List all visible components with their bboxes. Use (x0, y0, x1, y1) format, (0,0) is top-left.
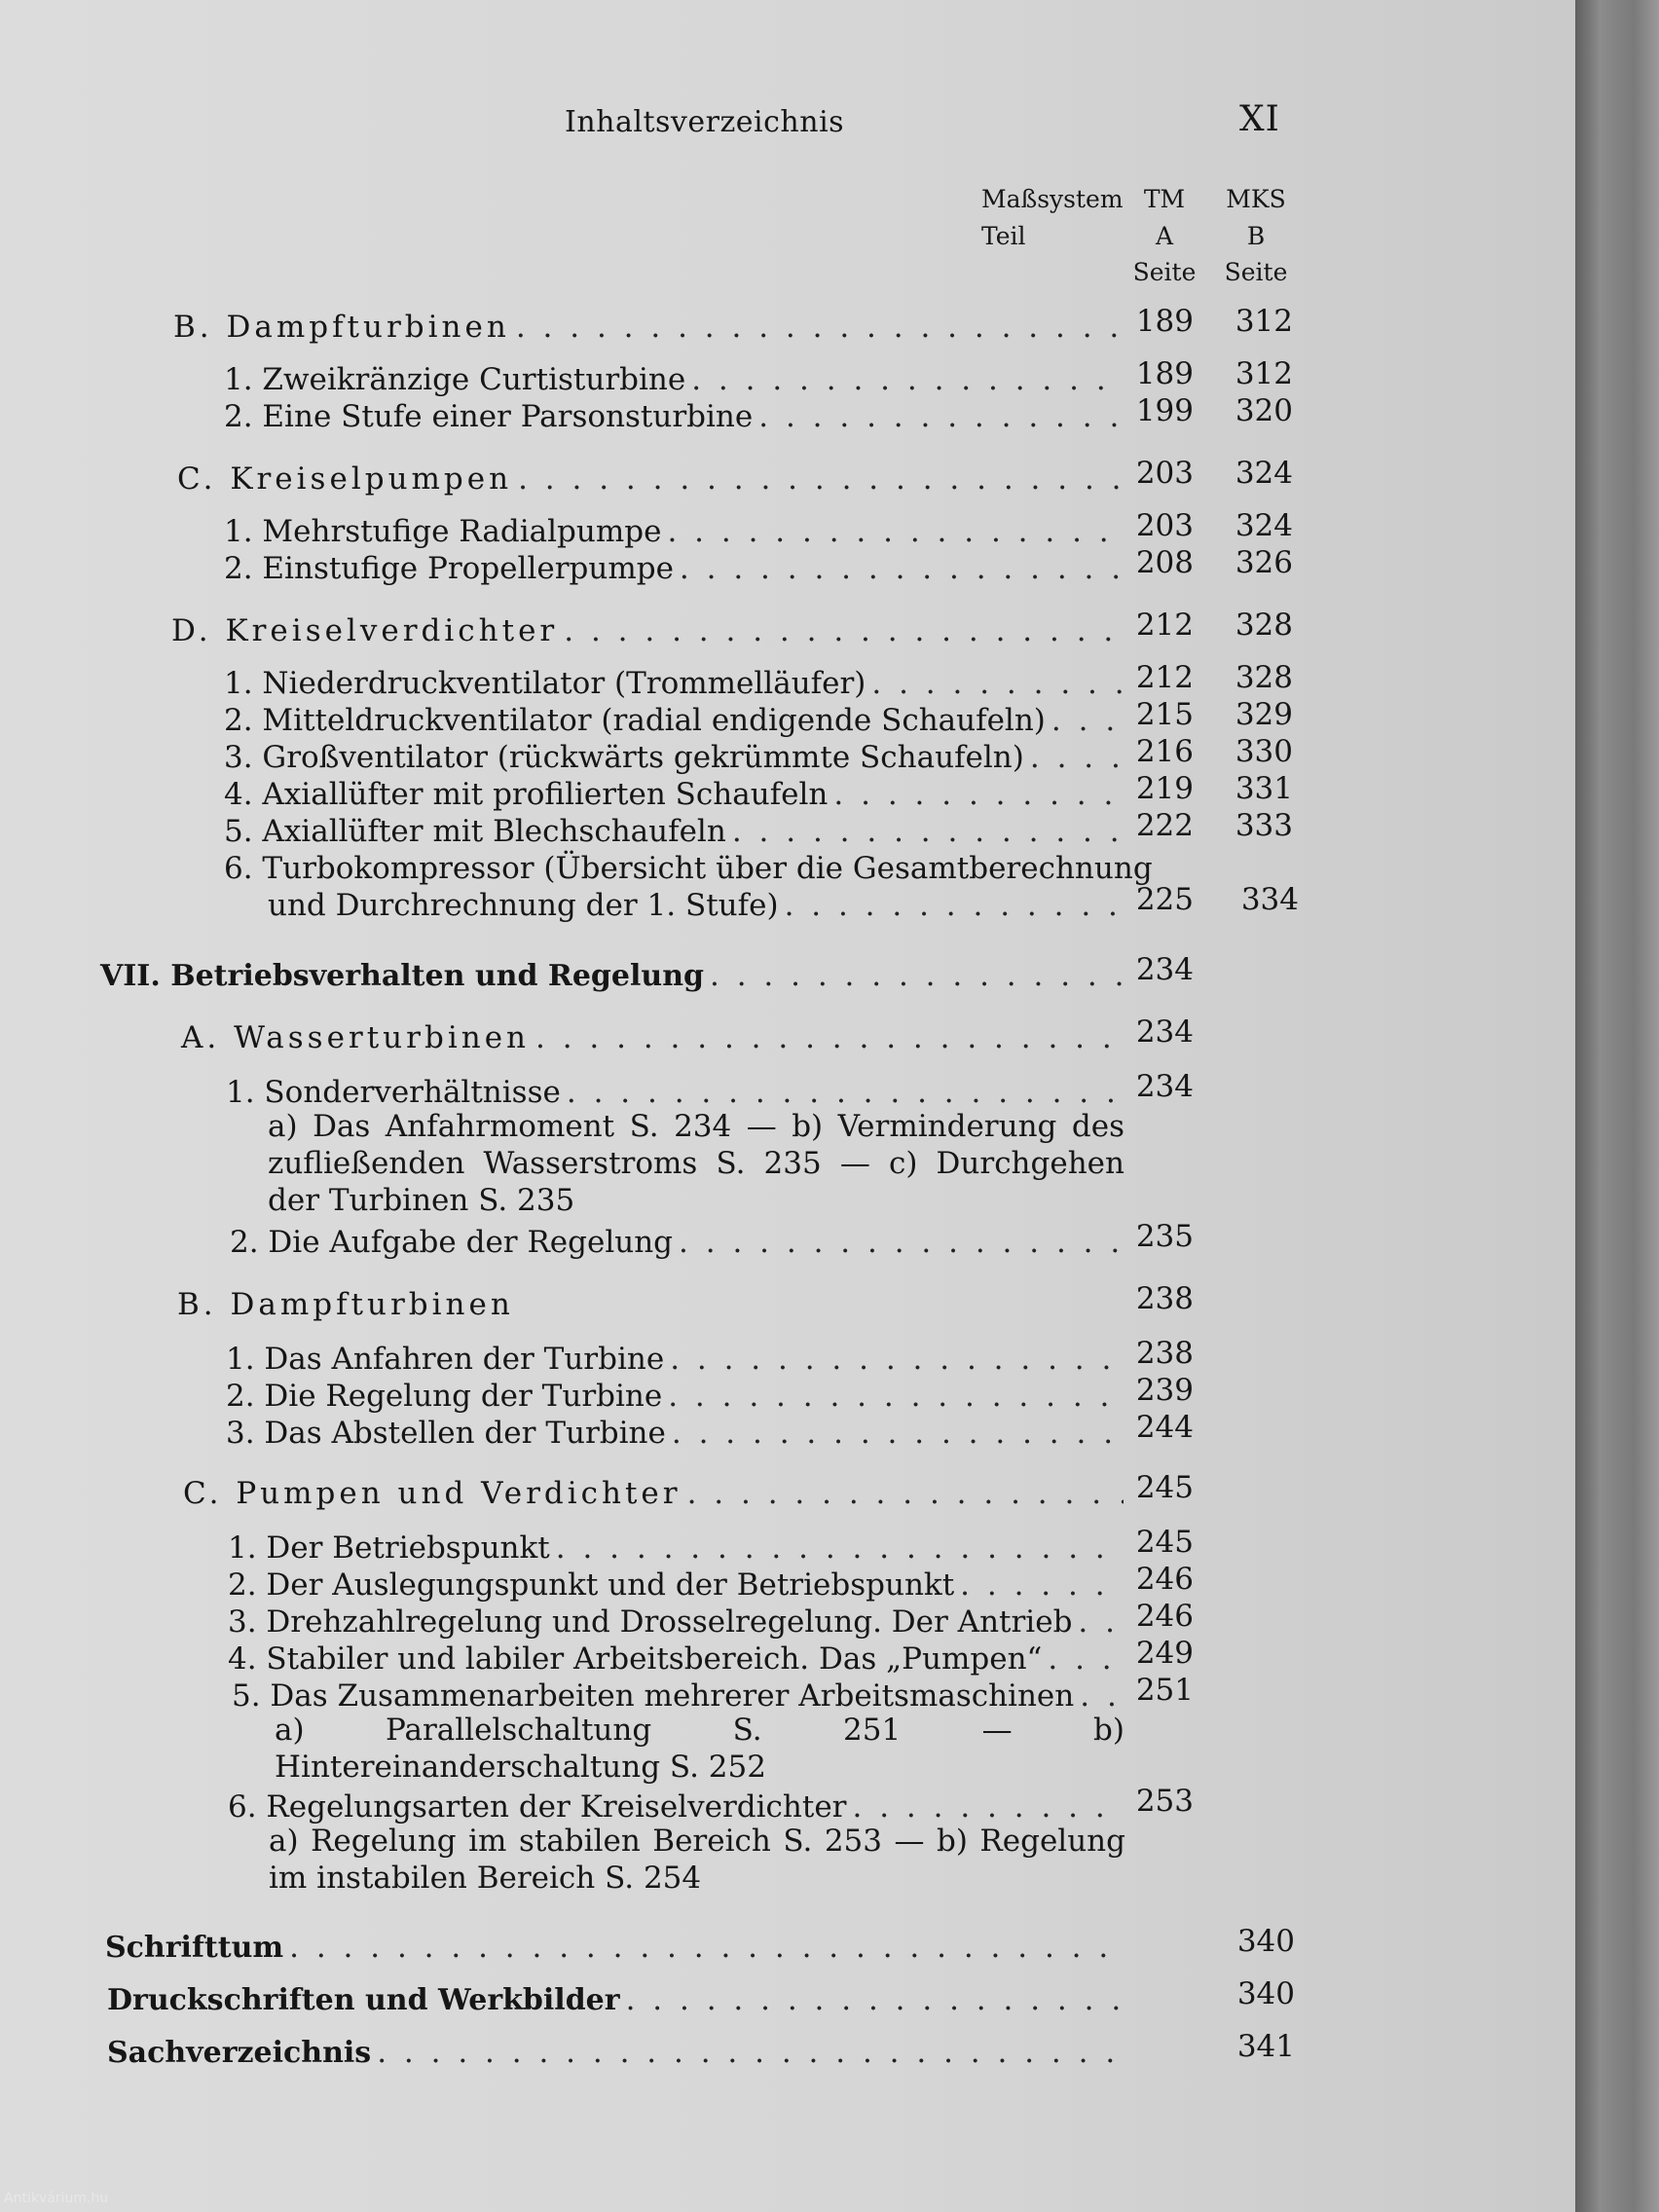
toc-entry: 1. Niederdruckventilator (Trommelläufer) . . . (224, 666, 1129, 703)
toc-entry: 1. Sonderverhältnisse . . . (226, 1075, 1129, 1112)
toc-entry: 3. Das Abstellen der Turbine . . . (226, 1416, 1129, 1453)
page-b: 328 (1235, 660, 1293, 695)
column-b-system: MKS (1226, 185, 1286, 213)
toc-entry: 6. Regelungsarten der Kreiselverdichter . . . (228, 1789, 1129, 1826)
toc-section: B. Dampfturbinen (177, 1287, 514, 1322)
page-a: 244 (1135, 1410, 1194, 1445)
page-a: 234 (1135, 1014, 1194, 1050)
page-b: 324 (1235, 508, 1293, 543)
page-a: 199 (1135, 393, 1194, 428)
page-b: 340 (1236, 1976, 1295, 2011)
page-b: 312 (1235, 304, 1293, 339)
page-a: 245 (1135, 1470, 1194, 1505)
page-a: 219 (1135, 771, 1194, 806)
page-a: 189 (1135, 304, 1194, 339)
toc-entry: 2. Der Auslegungspunkt und der Betriebspunkt . . . (228, 1567, 1129, 1604)
toc-entry: 3. Drehzahlregelung und Drosselregelung. Der Antrieb . . . (228, 1604, 1129, 1641)
page-b: 324 (1235, 456, 1293, 491)
page-a: 189 (1135, 356, 1194, 391)
toc-section: A. Wasserturbinen . . . (181, 1020, 1129, 1057)
column-b-page: Seite (1224, 258, 1288, 286)
toc-section: C. Pumpen und Verdichter . . . (183, 1476, 1129, 1513)
toc-section: D. Kreiselverdichter . . . (171, 613, 1129, 650)
page-b: 341 (1236, 2029, 1295, 2064)
page-b: 340 (1236, 1924, 1295, 1959)
toc-entry: 1. Mehrstufige Radialpumpe . . . (224, 514, 1129, 551)
toc-entry: 3. Großventilator (rückwärts gekrümmte Schaufeln) . . . (224, 740, 1129, 777)
toc-entry: 2. Die Regelung der Turbine . . . (226, 1379, 1129, 1416)
page-a: 234 (1135, 952, 1194, 987)
page-a: 234 (1135, 1069, 1194, 1104)
column-a-page: Seite (1132, 258, 1197, 286)
toc-section: B. Dampfturbinen . . . (173, 310, 1129, 347)
column-b-part: B (1246, 222, 1266, 250)
page-a: 239 (1135, 1373, 1194, 1408)
toc-entry: 4. Stabiler und labiler Arbeitsbereich. Das „Pumpen“ . . . (228, 1641, 1129, 1678)
column-header-system: Maßsystem (981, 185, 1124, 213)
page-b: 330 (1235, 734, 1293, 769)
toc-section: C. Kreiselpumpen . . . (177, 461, 1129, 498)
toc-backmatter: Schrifttum . . . (105, 1930, 1129, 1967)
page-a: 246 (1135, 1562, 1194, 1597)
toc-entry: 5. Axiallüfter mit Blechschaufeln . . . (224, 814, 1129, 851)
toc-entry: 4. Axiallüfter mit profilierten Schaufeln . . . (224, 777, 1129, 814)
page-b: 333 (1235, 808, 1293, 843)
toc-entry: 2. Einstufige Propellerpumpe . . . (224, 551, 1129, 588)
page-b: 320 (1235, 393, 1293, 428)
page-a: 216 (1135, 734, 1194, 769)
page-b: 328 (1235, 608, 1293, 643)
page-a: 212 (1135, 608, 1194, 643)
page-a: 212 (1135, 660, 1194, 695)
toc-backmatter: Druckschriften und Werkbilder . . . (107, 1982, 1129, 2019)
running-header: Inhaltsverzeichnis (565, 105, 845, 139)
toc-subnote: a) Das Anfahrmoment S. 234 — b) Verminderung des zufließenden Wasserstroms S. 235 — c) Durchgehen der Turbinen S. 235 (268, 1109, 1124, 1218)
page-a: 222 (1135, 808, 1194, 843)
page-a: 208 (1135, 545, 1194, 580)
page-b: 326 (1235, 545, 1293, 580)
page-a: 245 (1135, 1525, 1194, 1560)
watermark: Antikvárium.hu (4, 2191, 109, 2206)
page-b: 334 (1240, 882, 1299, 917)
toc-entry: 6. Turbokompressor (Übersicht über die Gesamtberechnung (224, 851, 1153, 886)
toc-chapter: VII. Betriebsverhalten und Regelung . . . (100, 958, 1129, 995)
toc-backmatter: Sachverzeichnis . . . (107, 2035, 1129, 2072)
page-b: 329 (1235, 697, 1293, 732)
page-a: 238 (1135, 1281, 1194, 1316)
page-b: 312 (1235, 356, 1293, 391)
page-a: 238 (1135, 1336, 1194, 1371)
page-a: 246 (1135, 1599, 1194, 1634)
toc-entry: 5. Das Zusammenarbeiten mehrerer Arbeitsmaschinen . . . (232, 1678, 1129, 1715)
page-a: 225 (1135, 882, 1194, 917)
toc-entry: 2. Die Aufgabe der Regelung . . . (230, 1225, 1129, 1262)
page-edge (1575, 0, 1659, 2212)
page-a: 251 (1135, 1673, 1194, 1708)
toc-entry-continued: und Durchrechnung der 1. Stufe) . . . (268, 888, 1129, 925)
page-number: XI (1239, 99, 1280, 139)
toc-entry: 1. Der Betriebspunkt . . . (228, 1530, 1129, 1567)
toc-subnote: a) Regelung im stabilen Bereich S. 253 — b) Regelung im instabilen Bereich S. 254 (269, 1824, 1125, 1896)
column-a-system: TM (1143, 185, 1186, 213)
column-a-part: A (1155, 222, 1174, 250)
page-a: 253 (1135, 1784, 1194, 1819)
toc-entry: 2. Eine Stufe einer Parsonsturbine . . . (224, 399, 1129, 436)
page-a: 203 (1135, 456, 1194, 491)
toc-subnote: a) Parallelschaltung S. 251 — b) Hintereinanderschaltung S. 252 (275, 1713, 1124, 1785)
toc-entry: 2. Mitteldruckventilator (radial endigende Schaufeln) . . . (224, 703, 1129, 740)
page-b: 331 (1235, 771, 1293, 806)
page-a: 249 (1135, 1636, 1194, 1671)
toc-entry: 1. Zweikränzige Curtisturbine . . . (224, 362, 1129, 399)
page-a: 215 (1135, 697, 1194, 732)
column-header-part: Teil (981, 222, 1026, 250)
page-a: 203 (1135, 508, 1194, 543)
toc-entry: 1. Das Anfahren der Turbine . . . (226, 1342, 1129, 1379)
page-a: 235 (1135, 1219, 1194, 1254)
